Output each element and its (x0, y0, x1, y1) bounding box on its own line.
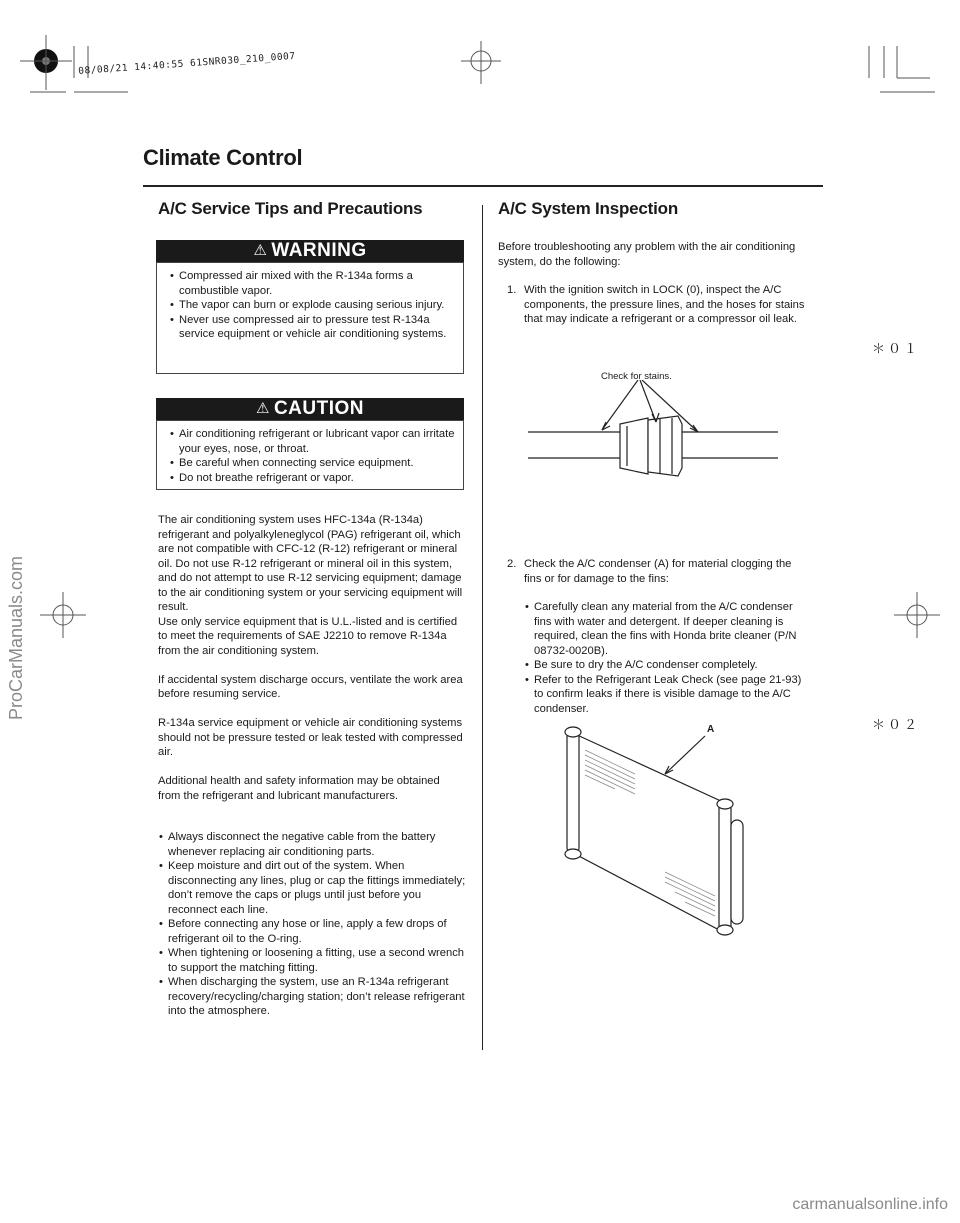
service-tip-item: • Keep moisture and dirt out of the system. When disconnecting any lines, plug or cap the fittings immediately; don’t remove the caps or plugs until just before you reconnect each line. (146, 859, 466, 917)
refrigerant-body-text: The air conditioning system uses HFC-134a (R-134a) refrigerant and polyalkyleneglycol (PAG) refrigerant oil, which are not compatible with CFC-12 (R-12) refrigerant or mineral oil. Do not use R-12 refrigerant or mineral oil in this system, and do not attempt to use R-12 servicing equipment; damage to the air conditioning system or your servicing equipment will result. Use only service equipment that is U.L.-listed and is certified to meet the requirements of SAE J2210 to remove R-134a from the air conditioning system. If accidental system discharge occurs, ventilate the work area before resuming service. R-134a service equipment or vehicle air conditioning systems should not be pressure tested or leak tested with compressed air. Additional health and safety information may be obtained from the refrigerant and lubricant manufacturers. (158, 514, 463, 802)
side-note-01: ＊０１ (872, 342, 921, 357)
print-timestamp: 08/08/21 14:40:55 61SNR030_210_0007 (78, 50, 296, 77)
footer-site: carmanualsonline.info (792, 1196, 948, 1213)
condenser-figure (555, 722, 755, 942)
warning-item: • The vapor can burn or explode causing serious injury. (157, 298, 457, 313)
service-tip-item: • When tightening or loosening a fitting, use a second wrench to support the matching fitting. (146, 946, 466, 975)
figure-1-caption: Check for stains. (601, 371, 672, 382)
pipe-fitting-figure (520, 380, 790, 480)
caution-box (156, 420, 464, 490)
step-2 (498, 557, 808, 586)
side-crosshair-left (38, 590, 88, 640)
warning-list (157, 269, 457, 342)
service-tips-list (146, 830, 466, 1019)
step-1 (498, 283, 808, 327)
caution-block (156, 398, 464, 490)
warning-box (156, 262, 464, 374)
warning-item: • Never use compressed air to pressure test R-134a service equipment or vehicle air conditioning systems. (157, 313, 457, 342)
side-note-02: ＊０２ (872, 718, 921, 733)
step-2-item (498, 557, 808, 586)
step-2-text: Check the A/C condenser (A) for material clogging the fins or for damage to the fins: (524, 558, 792, 585)
step-2-sub-item: • Refer to the Refrigerant Leak Check (see page 21-93) to confirm leaks if there is visible damage to the A/C condenser. (512, 673, 812, 717)
service-tip-item: • Always disconnect the negative cable from the battery whenever replacing air conditioning parts. (146, 830, 466, 859)
caution-item: • Air conditioning refrigerant or lubricant vapor can irritate your eyes, nose, or throat. (157, 427, 457, 456)
caution-icon: ⚠ (255, 400, 270, 417)
warning-item: • Compressed air mixed with the R-134a forms a combustible vapor. (157, 269, 457, 298)
caution-item: • Do not breathe refrigerant or vapor. (157, 471, 457, 486)
warning-label: WARNING (271, 240, 367, 261)
step-2-list-block (512, 600, 812, 716)
step-1-text: With the ignition switch in LOCK (0), inspect the A/C components, the pressure lines, and the hoses for stains that may indicate a refrigerant or a compressor oil leak. (524, 284, 805, 325)
step-2-list (512, 600, 812, 716)
heading-system-inspection: A/C System Inspection (498, 199, 679, 218)
inspection-intro: Before troubleshooting any problem with the air conditioning system, do the following: (498, 241, 796, 268)
warning-block (156, 240, 464, 374)
service-tip-item: • Before connecting any hose or line, apply a few drops of refrigerant oil to the O-ring. (146, 917, 466, 946)
service-tips-list-block (146, 830, 466, 1019)
section-title: Climate Control (143, 145, 303, 170)
step-1-number: 1. (507, 284, 517, 296)
heading-service-tips: A/C Service Tips and Precautions (158, 199, 423, 218)
caution-item: • Be careful when connecting service equipment. (157, 456, 457, 471)
step-2-sub-item: • Be sure to dry the A/C condenser completely. (512, 658, 812, 673)
caution-label: CAUTION (273, 398, 364, 419)
condenser-label: A (707, 724, 715, 735)
watermark-text: ProCarManuals.com (6, 555, 26, 720)
column-divider (482, 205, 483, 1050)
step-1-item (498, 283, 808, 327)
step-2-number: 2. (507, 558, 517, 570)
side-crosshair-right (892, 590, 942, 640)
caution-list (157, 427, 457, 485)
service-tip-item: • When discharging the system, use an R-134a refrigerant recovery/recycling/charging station; don’t release refrigerant into the atmosphere. (146, 975, 466, 1019)
title-rule (143, 185, 823, 187)
step-2-sub-item: • Carefully clean any material from the A/C condenser fins with water and detergent. If deeper cleaning is required, clean the fins with Honda brite cleaner (P/N 08732-0020B). (512, 600, 812, 658)
registration-marks (0, 0, 960, 120)
warning-icon: ⚠ (253, 242, 268, 259)
warning-banner (156, 240, 464, 262)
caution-banner (156, 398, 464, 420)
